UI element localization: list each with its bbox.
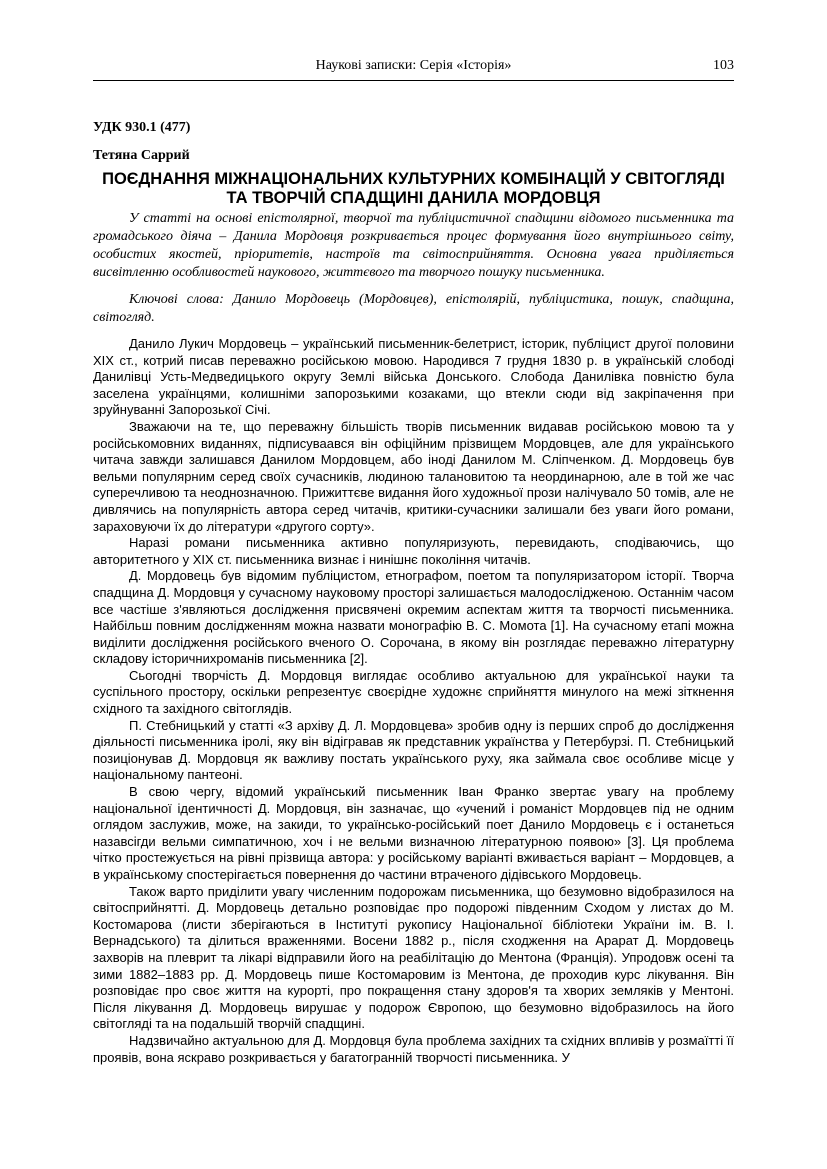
paragraph: Зважаючи на те, що переважну більшість творів письменник видавав російською мовою та у російськомовних виданнях, підписуваався він офіційним прізвищем Мордовцев, але для українського читача завжди залишався Данилом Мордовцем, або іноді Данилом М. Сліпченком. Д. Мордовець був вельми популярним серед своїх сучасників, людиною талановитою та неординарною, але в той же час суперечливою та неоднозначною. Прижиттєве видання його художньої прози налічувало 50 томів, але не дивлячись на популярність автора серед читачів, критики-сучасники залишали без уваги його романи, зараховуючи їх до літератури «другого сорту». (93, 418, 734, 534)
article (93, 119, 734, 1066)
paragraph: В свою чергу, відомий український письменник Іван Франко звертає увагу на проблему національної ідентичності Д. Мордовця, він зазначає, що «учений і романіст Мордовцев під не одним оглядом заслужив, може, на закиди, то українсько-російський поет Данило Мордовець є і останеться назавсігди вельми симпатичною, хоч і не вельми визначною літературною появою» [3]. Ця проблема чітко простежується на рівні прізвища автора: у російському варіанті вживається варіант – Мордовцев, а в українському спостерігається повернення до частини втраченого дідівського Мордовець. (93, 784, 734, 882)
author-name: Тетяна Саррий (93, 148, 190, 163)
paragraph: Надзвичайно актуальною для Д. Мордовця була проблема західних та східних впливів у розмаїтті її проявів, вона яскраво розкривається у багатогранній творчості письменника. У (93, 1032, 734, 1065)
paragraph: Також варто приділити увагу численним подорожам письменника, що безумовно відобразилося на світосприйнятті. Д. Мордовець детально розповідає про подорожі південним Сходом у листах до М. Костомарова (листи зберігаються в Інституті рукопису Національної бібліотеки України ім. В. І. Вернадського) та ділиться враженнями. Восени 1882 р., після сходження на Арарат Д. Мордовець захворів на плеврит та лікарі відправили його на реабілітацію до Ментона (Франція). Упродовж осені та зими 1882–1883 рр. Д. Мордовець пише Костомаровим із Ментона, де проходив курс лікування. Він розповідає про своє життя на курорті, про покращення стану здоров'я та хворих земляків у Ментоні. Після лікування Д. Мордовець вирушає у подорож Європою, що безумовно відобразилось на його світогляді та на подальшій творчій спадщині. (93, 883, 734, 1032)
keywords: Ключові слова: Данило Мордовець (Мордовцев), епістолярій, публіцистика, пошук, спадщина, світогляд. (93, 292, 734, 325)
journal-title: Наукові записки: Серія «Історія» (315, 58, 512, 73)
title-line: ПОЄДНАННЯ МІЖНАЦІОНАЛЬНИХ КУЛЬТУРНИХ КОМБІНАЦІЙ У СВІТОГЛЯДІ (102, 170, 725, 188)
page-number: 103 (713, 58, 734, 73)
paragraph: Данило Лукич Мордовець – український письменник-белетрист, історик, публіцист другої половини XIX ст., котрий писав переважно російською мовою. Народився 7 грудня 1830 р. в українській слободі Данилівці Усть-Медведицького округу Землі війська Донського. Слобода Данилівка повністю була заселена українцями, колишніми запорозькими козаками, що втекли сюди від закріпачення при зруйнуванні Запорозької Січі. (93, 336, 734, 418)
paragraph: П. Стебницький у статті «З архіву Д. Л. Мордовцева» зробив одну із перших спроб до дослідження діяльності письменника іролі, яку він відігравав як представник українства у Петербурзі. П. Стебницький позиціонував Д. Мордовця як важливу постать українського руху, яка займала своє особливе місце у національному пантеоні. (93, 717, 734, 783)
body-text (93, 336, 734, 1066)
paragraph: Сьогодні творчість Д. Мордовця виглядає особливо актуальною для української науки та суспільного простору, оскільки репрезентує своєрідне художнє сприйняття минулого на межі зіткнення східного та західного світоглядів. (93, 667, 734, 717)
paragraph: Д. Мордовець був відомим публіцистом, етнографом, поетом та популяризатором історії. Творча спадщина Д. Мордовця у сучасному науковому просторі залишається малодослідженою. Останнім часом все частіше з'являються дослідження присвячені окремим аспектам життя та творчості письменника. Найбільш повним дослідженням можна назвати монографію В. С. Момота [1]. На сучасному етапі можна виділити дослідження російського вченого О. Сорочана, в якому він розглядає переважно літературну складову історичнихроманів письменника [2]. (93, 568, 734, 667)
abstract: У статті на основі епістолярної, творчої та публіцистичної спадщини відомого письменника та громадського діяча – Данила Мордовця розкривається процес формування його внутрішнього світу, особистих якостей, пріоритетів, настроїв та світосприйняття. Основна увага приділяється висвітленню особливостей наукового, життєвого та творчого пошуку письменника. (93, 211, 734, 280)
header-divider (93, 80, 734, 81)
title-line: ТА ТВОРЧІЙ СПАДЩИНІ ДАНИЛА МОРДОВЦЯ (226, 189, 601, 207)
paragraph: Наразі романи письменника активно популяризують, перевидають, сподіваючись, що авторитетного у XIX ст. письменника визнає і нинішнє покоління читачів. (93, 535, 734, 567)
article-title (93, 170, 734, 208)
udc-code: УДК 930.1 (477) (93, 120, 191, 135)
running-header (93, 58, 734, 80)
